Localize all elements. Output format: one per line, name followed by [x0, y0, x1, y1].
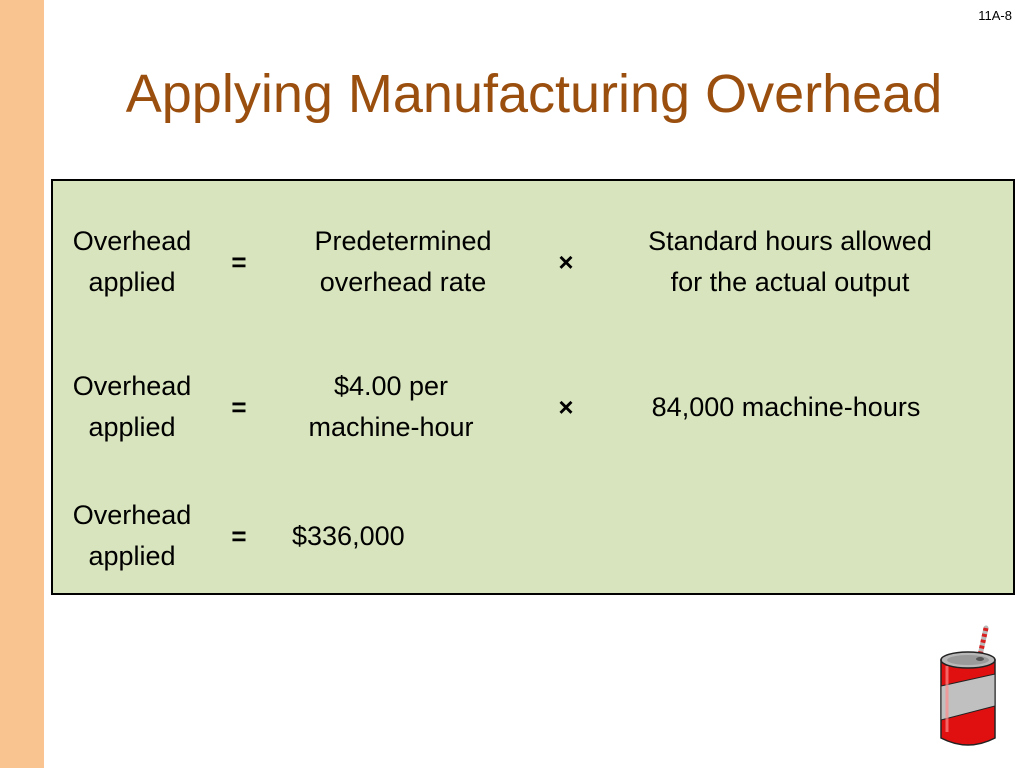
formula-box [51, 179, 1015, 595]
row1-mid-line2: overhead rate [319, 267, 487, 297]
row2-equals-sign: = [231, 392, 247, 422]
row1-predetermined-rate [283, 221, 523, 303]
row2-mid-line2: machine-hour [308, 412, 474, 442]
row2-mid-line1: $4.00 per [333, 371, 449, 401]
row3-left-line1: Overhead [72, 500, 192, 530]
side-accent-bar [0, 0, 44, 768]
row1-left-line1: Overhead [72, 226, 192, 256]
row3-left-line2: applied [88, 541, 176, 571]
row3-overhead-applied [53, 495, 211, 577]
row2-machine-hours: 84,000 machine-hours [651, 392, 921, 422]
row2-left-line1: Overhead [72, 371, 192, 401]
row2-rate-value [271, 366, 511, 448]
row1-mid-line1: Predetermined [314, 226, 492, 256]
row1-left-line2: applied [88, 267, 176, 297]
soda-can-icon [936, 624, 1000, 752]
row1-multiply-sign: × [558, 247, 574, 277]
row3-equals-sign: = [231, 521, 247, 551]
row2-overhead-applied [53, 366, 211, 448]
row1-overhead-applied [53, 221, 211, 303]
slide-number: 11A-8 [978, 8, 1012, 23]
row2-left-line2: applied [88, 412, 176, 442]
row1-equals-sign: = [231, 247, 247, 277]
slide-title: Applying Manufacturing Overhead [125, 64, 943, 124]
row1-right-line2: for the actual output [670, 267, 910, 297]
row1-right-line1: Standard hours allowed [648, 226, 932, 256]
row3-result: $336,000 [292, 521, 405, 551]
row2-multiply-sign: × [558, 392, 574, 422]
row1-standard-hours [608, 221, 972, 303]
